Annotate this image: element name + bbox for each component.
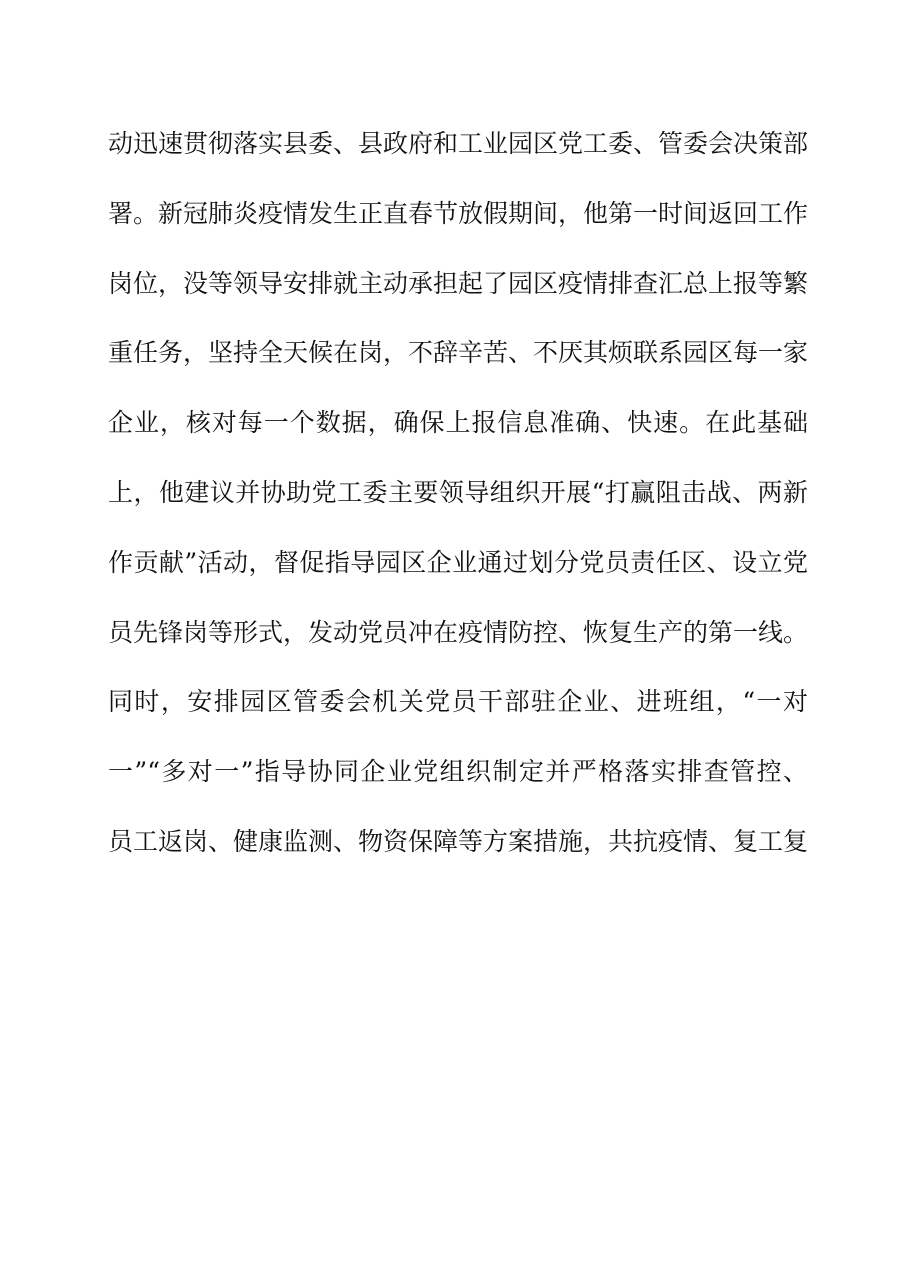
text-line: 员工返岗、健康监测、物资保障等方案措施，共抗疫情、复工复	[108, 826, 809, 856]
text-line: 上，他建议并协助党工委主要领导组织开展“打赢阻击战、两新	[108, 477, 808, 507]
text-line: 重任务，坚持全天候在岗，不辞辛苦、不厌其烦联系园区每一家	[108, 338, 809, 368]
text-line: 一”“多对一”指导协同企业党组织制定并严格落实排查管控、	[108, 757, 808, 787]
text-line: 动迅速贯彻落实县委、县政府和工业园区党工委、管委会决策部	[108, 129, 809, 158]
text-line: 署。新冠肺炎疫情发生正直春节放假期间，他第一时间返回工作	[108, 198, 809, 228]
text-line: 同时，安排园区管委会机关党员干部驻企业、进班组，“一对	[108, 687, 808, 717]
body-text	[108, 118, 808, 886]
text-line: 作贡献”活动，督促指导园区企业通过划分党员责任区、设立党	[108, 547, 808, 577]
text-line: 企业，核对每一个数据，确保上报信息准确、快速。在此基础	[108, 408, 808, 438]
text-line: 员先锋岗等形式，发动党员冲在疫情防控、恢复生产的第一线。	[108, 617, 809, 647]
text-line: 岗位，没等领导安排就主动承担起了园区疫情排查汇总上报等繁	[108, 268, 809, 298]
